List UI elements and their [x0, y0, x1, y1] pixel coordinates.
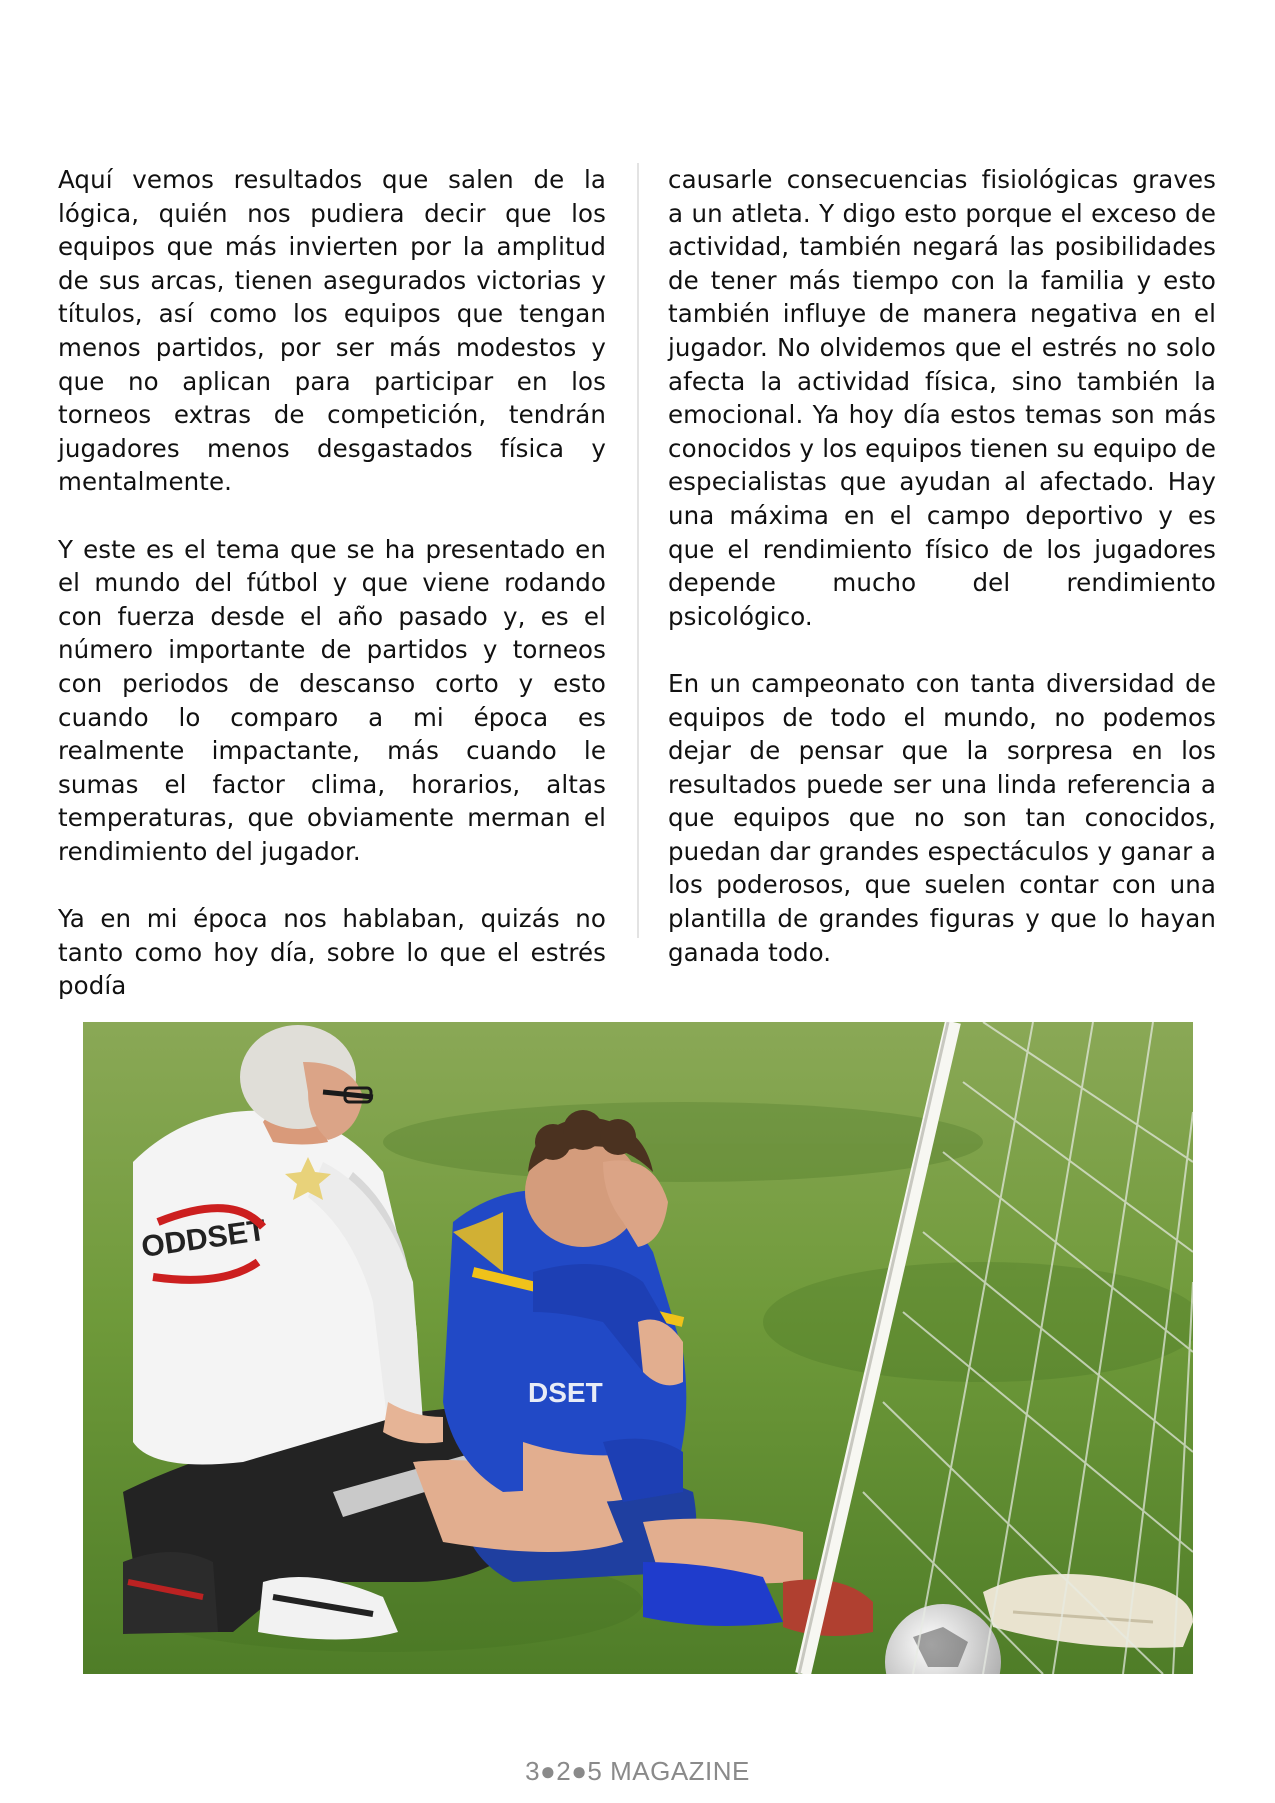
- paragraph-1: Aquí vemos resultados que salen de la lógica, quién nos pudiera decir que los equipos que más invierten por la amplitud de sus arcas, tienen asegurados victorias y títulos, así como los equipos que tengan menos partidos, por ser más modestos y que no aplican para participar en los torneos extras de competición, tendrán jugadores menos desgastados física y mentalmente.: [58, 165, 606, 497]
- paragraph-2: Y este es el tema que se ha presentado en el mundo del fútbol y que viene rodando con fuerza desde el año pasado y, es el número importante de partidos y torneos con periodos de descanso corto y esto cuando lo comparo a mi época es realmente impactante, más cuando le sumas el factor clima, horarios, altas temperaturas, que obviamente merman el rendimiento del jugador.: [58, 534, 606, 866]
- paragraph-5: En un campeonato con tanta diversidad de equipos de todo el mundo, no podemos dejar de pensar que la sorpresa en los resultados puede ser una linda referencia a que equipos que no son tan conocidos, puedan dar grandes espectáculos y ganar a los poderosos, que suelen contar con una plantilla de grandes figuras y que lo hayan ganada todo.: [668, 668, 1216, 967]
- column-divider: [637, 163, 639, 938]
- magazine-footer: 3●2●5 MAGAZINE: [525, 1756, 750, 1786]
- shirt-logo: ODDSET: [139, 1213, 268, 1264]
- football-player-photo: [83, 1022, 1193, 1674]
- article-left-column: [58, 163, 606, 1036]
- jersey-logo: DSET: [528, 1377, 603, 1408]
- paragraph-3: Ya en mi época nos hablaban, quizás no tanto como hoy día, sobre lo que el estrés podía: [58, 904, 606, 1001]
- article-right-column: [668, 163, 1216, 1003]
- paragraph-4: causarle consecuencias fisiológicas graves a un atleta. Y digo esto porque el exceso de actividad, también negará las posibilidades de tener más tiempo con la familia y esto también influye de manera negativa en el jugador. No olvidemos que el estrés no solo afecta la actividad física, sino también la emocional. Ya hoy día estos temas son más conocidos y los equipos tienen su equipo de especialistas que ayudan al afectado. Hay una máxima en el campo deportivo y es que el rendimiento físico de los jugadores depende mucho del rendimiento psicológico.: [668, 165, 1216, 631]
